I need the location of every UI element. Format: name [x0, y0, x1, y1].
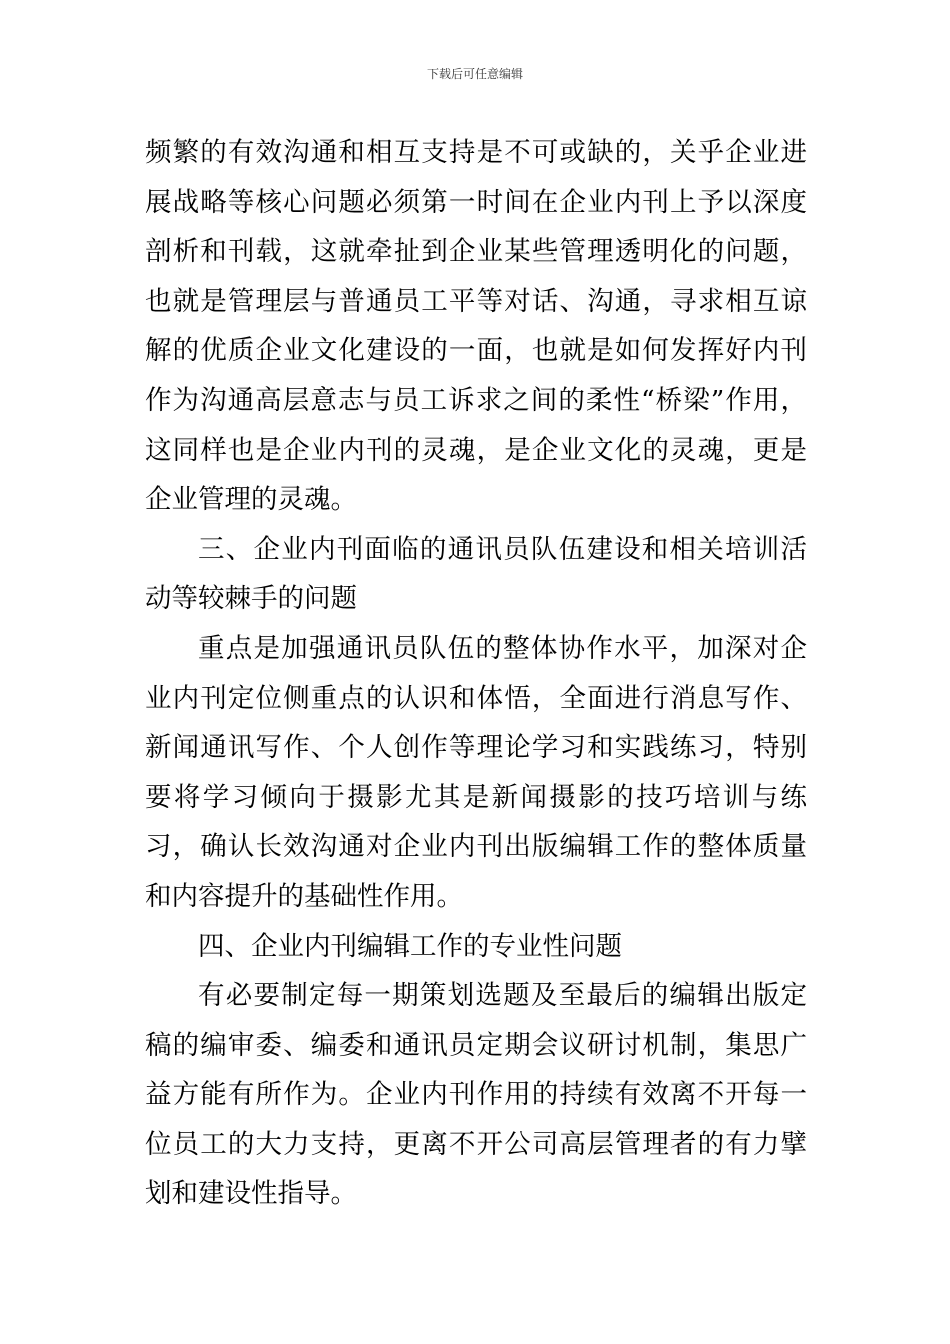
paragraph-editorial: 有必要制定每一期策划选题及至最后的编辑出版定稿的编审委、编委和通讯员定期会议研讨机制，集思广益方能有所作为。企业内刊作用的持续有效离不开每一位员工的大力支持，更离不开公司高层管理者的有力擘划和建设性指导。 [145, 980, 807, 1210]
paragraph-continuation: 频繁的有效沟通和相互支持是不可或缺的，关乎企业进展战略等核心问题必须第一时间在企业内刊上予以深度剖析和刊载，这就牵扯到企业某些管理透明化的问题，也就是管理层与普通员工平等对话、沟通，寻求相互谅解的优质企业文化建设的一面，也就是如何发挥好内刊作为沟通高层意志与员工诉求之间的柔性“桥梁”作用，这同样也是企业内刊的灵魂，是企业文化的灵魂，更是企业管理的灵魂。 [145, 137, 807, 516]
section-heading-four: 四、企业内刊编辑工作的专业性问题 [198, 930, 622, 962]
document-body [145, 128, 807, 1219]
paragraph-training: 重点是加强通讯员队伍的整体协作水平，加深对企业内刊定位侧重点的认识和体悟，全面进行消息写作、新闻通讯写作、个人创作等理论学习和实践练习，特别要将学习倾向于摄影尤其是新闻摄影的技巧培训与练习，确认长效沟通对企业内刊出版编辑工作的整体质量和内容提升的基础性作用。 [145, 632, 807, 912]
section-heading-three: 三、企业内刊面临的通讯员队伍建设和相关培训活动等较棘手的问题 [145, 533, 807, 615]
header-note: 下载后可任意编辑 [426, 67, 523, 81]
